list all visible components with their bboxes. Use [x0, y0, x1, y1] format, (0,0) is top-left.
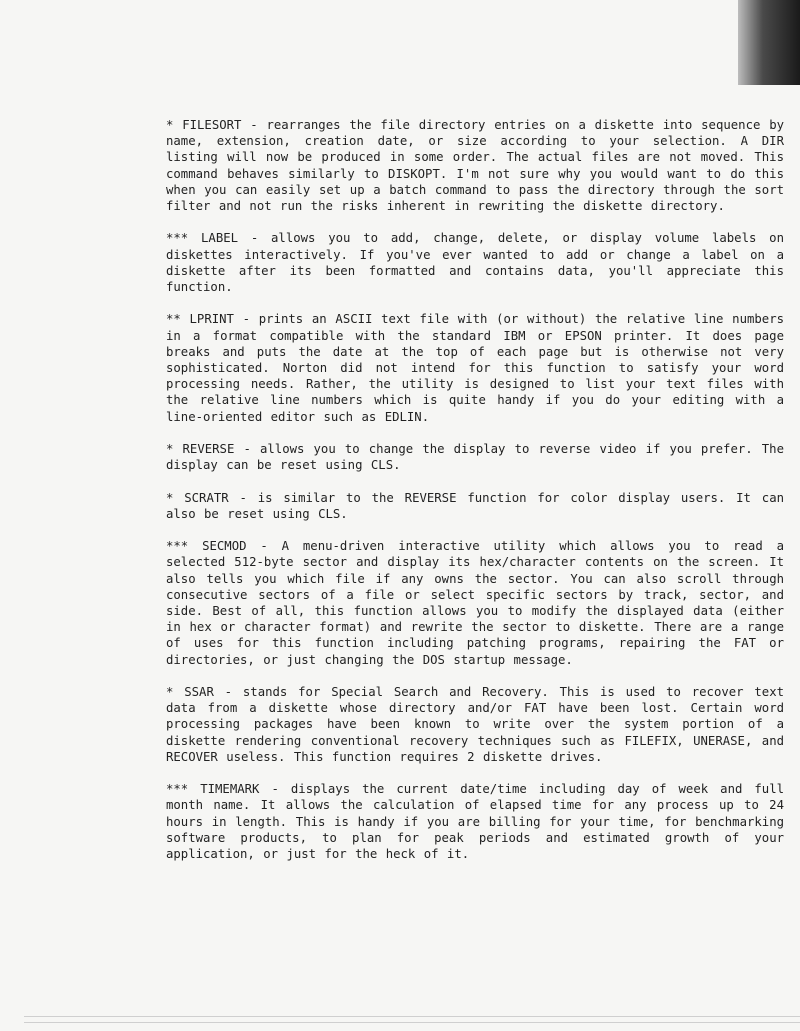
paragraph-label: *** LABEL - allows you to add, change, delete, or display volume labels on diskettes interactively. If you've ever wanted to add or change a label on a diskette after its been formatted and contains data, you'll appreciate this function. [166, 231, 784, 295]
page-fold-line [24, 1016, 800, 1017]
page-fold-line [24, 1022, 800, 1023]
scanner-edge-shadow [738, 0, 800, 85]
paragraph-ssar: * SSAR - stands for Special Search and Recovery. This is used to recover text data from a diskette whose directory and/or FAT have been lost. Certain word processing packages have been known to write over the system portion of a diskette rendering conventional recovery techniques such as FILEFIX, UNERASE, and RECOVER useless. This function requires 2 diskette drives. [166, 685, 784, 764]
paragraph-reverse: * REVERSE - allows you to change the display to reverse video if you prefer. The display can be reset using CLS. [166, 442, 784, 473]
paragraph-scratr: * SCRATR - is similar to the REVERSE function for color display users. It can also be reset using CLS. [166, 490, 784, 521]
document-body [166, 117, 784, 878]
paragraph-secmod: *** SECMOD - A menu-driven interactive utility which allows you to read a selected 512-byte sector and display its hex/character contents on the screen. It also tells you which file if any owns the sector. You can also scroll through consecutive sectors of a file or select specific sectors by track, sector, and side. Best of all, this function allows you to modify the displayed data (either in hex or character format) and rewrite the sector to diskette. There are a range of uses for this function including patching programs, repairing the FAT or directories, or just changing the DOS startup message. [166, 539, 784, 667]
paragraph-filesort: * FILESORT - rearranges the file directory entries on a diskette into sequence by name, extension, creation date, or size according to your selection. A DIR listing will now be produced in some order. The actual files are not moved. This command behaves similarly to DISKOPT. I'm not sure why you would want to do this when you can easily set up a batch command to pass the directory through the sort filter and not run the risks inherent in rewriting the diskette directory. [166, 118, 784, 214]
paragraph-lprint: ** LPRINT - prints an ASCII text file with (or without) the relative line numbers in a format compatible with the standard IBM or EPSON printer. It does page breaks and puts the date at the top of each page but is otherwise not very sophisticated. Norton did not intend for this function to satisfy your word processing needs. Rather, the utility is designed to list your text files with the relative line numbers which is quite handy if you do your editing with a line-oriented editor such as EDLIN. [166, 312, 784, 424]
paragraph-timemark: *** TIMEMARK - displays the current date/time including day of week and full month name. It allows the calculation of elapsed time for any process up to 24 hours in length. This is handy if you are billing for your time, for benchmarking software products, to plan for peak periods and estimated growth of your application, or just for the heck of it. [166, 782, 784, 862]
